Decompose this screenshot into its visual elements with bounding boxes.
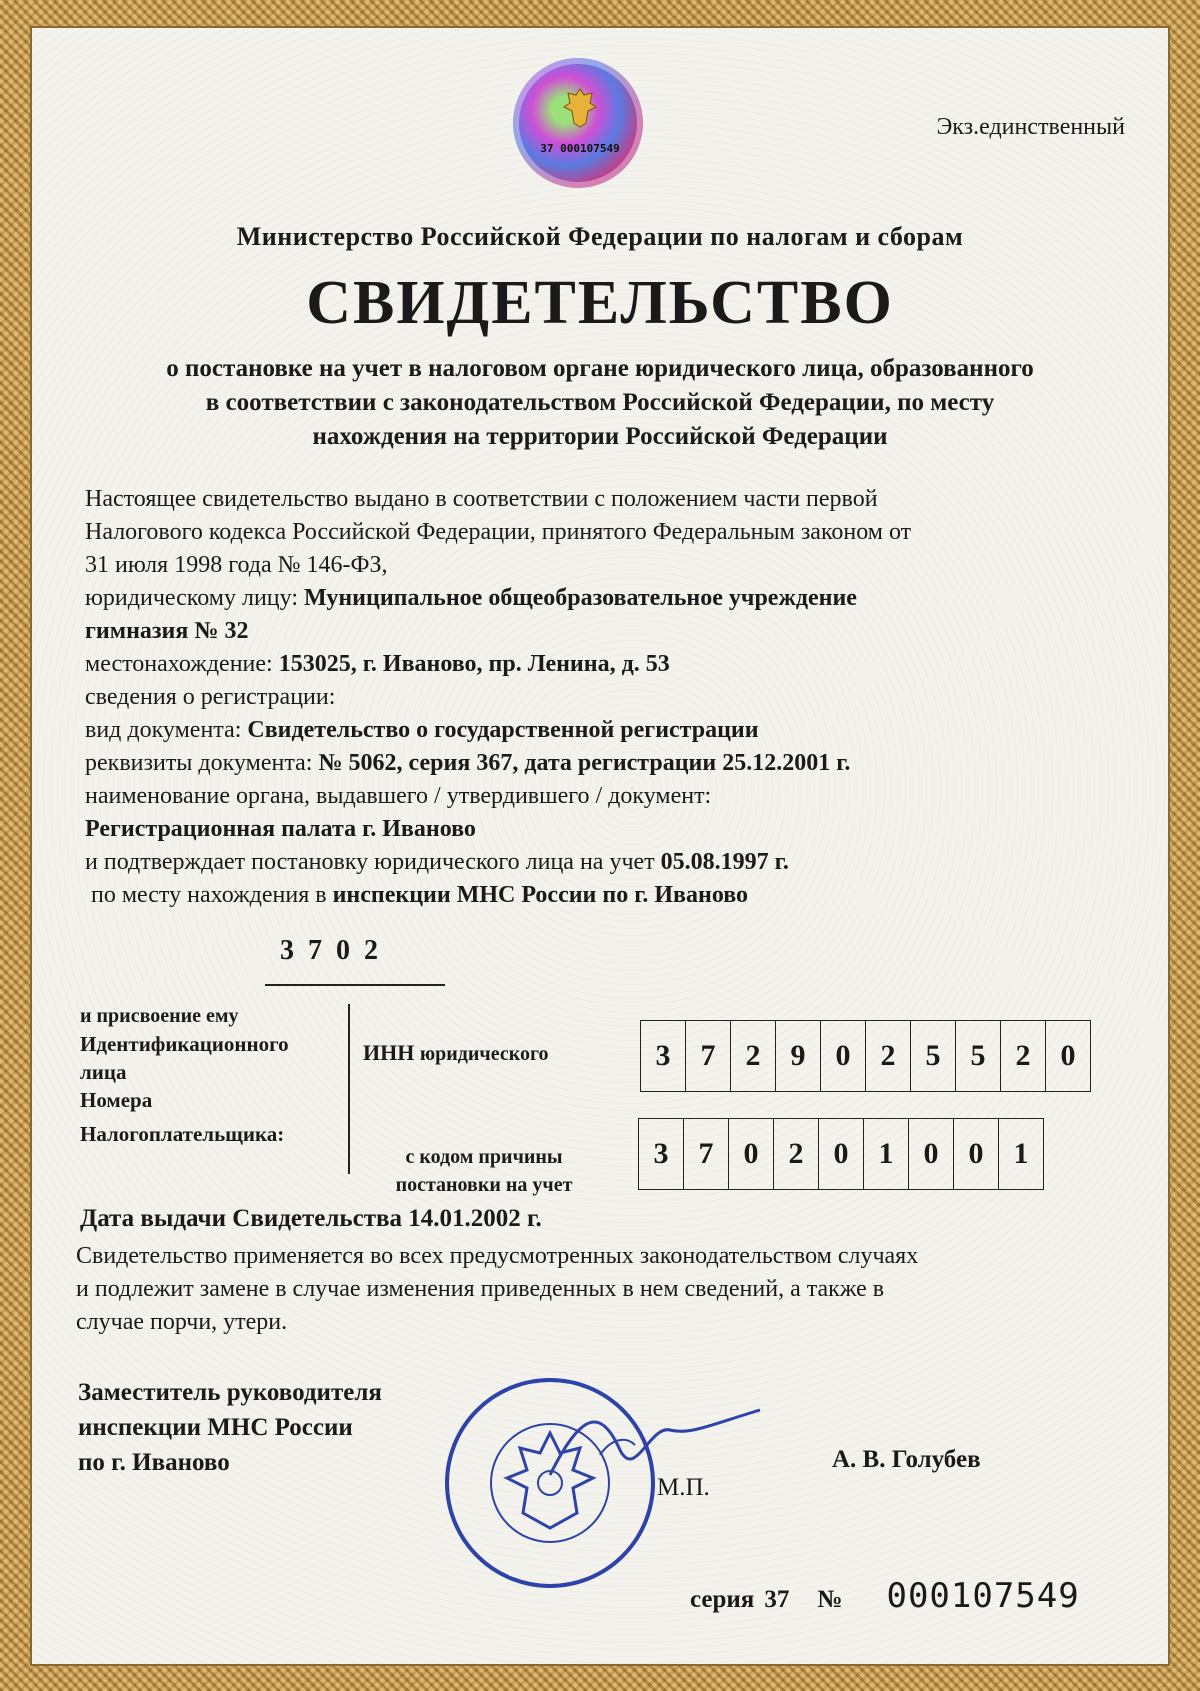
doc-type-label: вид документа: [85,717,242,743]
issue-date-value: 14.01.2002 г. [408,1205,542,1232]
document-subtitle [80,352,1120,454]
location-value: 153025, г. Иваново, пр. Ленина, д. 53 [278,651,670,677]
copy-label: Экз.единственный [936,114,1125,140]
entity-name: Муниципальное общеобразовательное учреждение [304,585,857,611]
doc-type-value: Свидетельство о государственной регистрации [247,717,759,743]
place-line [85,879,911,912]
signatory-name: А. В. Голубев [832,1446,981,1473]
signatory-position [78,1375,382,1480]
validity-line: случае порчи, утери. [76,1309,288,1335]
assignment-line: и присвоение ему [80,1005,239,1027]
confirmation-line [85,846,911,879]
location-label: местонахождение: [85,651,273,677]
validity-line: Свидетельство применяется во всех предусмотренных законодательством случаях [76,1243,919,1269]
inn-label [363,1040,549,1066]
confirmation-date: 05.08.1997 г. [660,849,789,875]
inn-digit: 0 [1060,1039,1076,1072]
place-prefix: по месту нахождения в [91,882,327,908]
eagle-emblem-icon [560,85,600,130]
doc-details-line [85,747,911,780]
intro-line: Налогового кодекса Российской Федерации, принятого Федеральным законом от [85,519,912,545]
kpp-label-line: с кодом причины [405,1146,563,1168]
code-underline [265,984,445,986]
validity-text [76,1240,918,1339]
inn-digit: 9 [776,1021,821,1091]
location-line [85,648,911,681]
kpp-digit: 1 [864,1119,909,1189]
mp-label: М.П. [657,1474,710,1501]
issuer-label: наименование органа, выдавшего / утвердившего / документ: [85,783,712,809]
doc-details-value: № 5062, серия 367, дата регистрации 25.12.2001 г. [318,750,851,776]
number-label: № [817,1586,843,1613]
document-title: СВИДЕТЕЛЬСТВО [306,269,894,337]
signatory-line: по г. Иваново [78,1449,230,1476]
assignment-line: Налогоплательщика: [80,1122,285,1146]
inn-digit: 2 [866,1021,911,1091]
inn-digit: 0 [821,1021,866,1091]
inn-digit: 2 [731,1021,776,1091]
inn-digit: 2 [1001,1021,1046,1091]
signature-mark-icon [540,1395,770,1495]
kpp-digit: 0 [954,1119,999,1189]
inspection-code: 3 7 0 2 [280,935,378,966]
inn-label-bold: ИНН [363,1040,415,1065]
serial-number: 000107549 [886,1576,1080,1616]
assignment-line: Идентификационного [80,1032,289,1056]
subtitle-line: о постановке на учет в налоговом органе юридического лица, образованного [166,355,1034,382]
assignment-line: лица [80,1060,127,1084]
kpp-digit: 0 [909,1119,954,1189]
kpp-label [368,1143,600,1199]
series-label: серия [690,1586,755,1613]
place-value: инспекции МНС России по г. Иваново [332,882,749,908]
registration-label: сведения о регистрации: [85,684,336,710]
assignment-divider [348,1004,350,1174]
kpp-code-boxes [638,1118,1044,1190]
ministry-name: Министерство Российской Федерации по налогам и сборам [236,222,964,251]
issuer-value: Регистрационная палата г. Иваново [85,816,476,842]
validity-line: и подлежит замене в случае изменения приведенных в нем сведений, а также в [76,1276,885,1302]
assignment-line: Номера [80,1088,153,1112]
inn-code-boxes [640,1020,1091,1092]
doc-details-label: реквизиты документа: [85,750,313,776]
kpp-digit: 1 [1013,1137,1029,1170]
inn-digit: 3 [641,1021,686,1091]
kpp-label-line: постановки на учет [395,1174,573,1196]
signatory-line: Заместитель руководителя [78,1379,382,1406]
intro-line: Настоящее свидетельство выдано в соответствии с положением части первой [85,486,878,512]
kpp-digit: 0 [729,1119,774,1189]
inn-label-rest: юридического [419,1043,549,1065]
subtitle-line: в соответствии с законодательством Российской Федерации, по месту [205,389,995,416]
kpp-digit: 2 [774,1119,819,1189]
hologram-number: 37 000107549 [540,142,620,155]
kpp-digit: 0 [819,1119,864,1189]
assignment-labels [80,1002,289,1148]
signatory-line: инспекции МНС России [78,1414,353,1441]
kpp-digit: 7 [684,1119,729,1189]
subtitle-line: нахождения на территории Российской Федерации [312,423,888,450]
series-value: 37 [764,1586,790,1613]
inn-digit: 5 [911,1021,956,1091]
entity-label: юридическому лицу: [85,585,298,611]
confirmation-text: и подтверждает постановку юридического лица на учет [85,849,655,875]
entity-line [85,582,911,615]
issue-date-line [80,1205,542,1233]
issue-date-label: Дата выдачи Свидетельства [80,1205,403,1232]
doc-type-line [85,714,911,747]
inn-digit: 5 [956,1021,1001,1091]
certificate-body [85,483,911,912]
intro-line: 31 июля 1998 года № 146-ФЗ, [85,552,388,578]
kpp-digit: 3 [639,1119,684,1189]
serial-line [690,1576,1080,1616]
entity-name-continued: гимназия № 32 [85,618,249,644]
inn-digit: 7 [686,1021,731,1091]
